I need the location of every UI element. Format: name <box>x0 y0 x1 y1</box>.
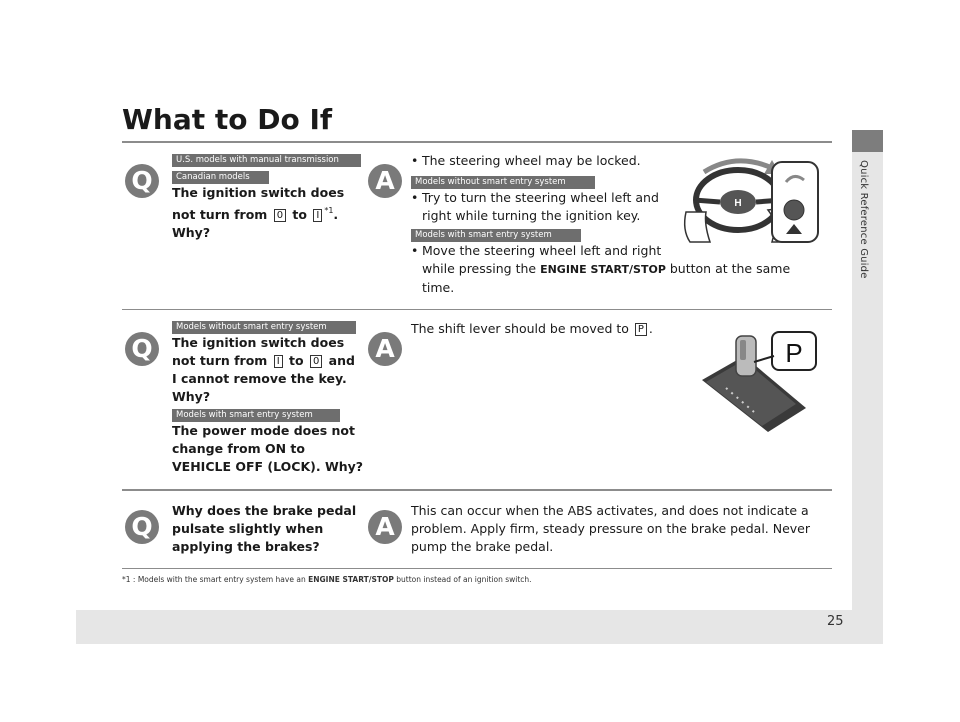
question-icon: Q <box>125 332 159 366</box>
tag-us-manual: U.S. models with manual transmission <box>172 154 361 167</box>
answer-icon: A <box>368 510 402 544</box>
steering-wheel-illustration <box>676 152 822 244</box>
key-P: P <box>635 323 647 336</box>
question-2b-line-2: change from ON to <box>172 441 305 456</box>
answer-icon: A <box>368 164 402 198</box>
footnote-text-post: button instead of an ignition switch. <box>396 575 532 584</box>
question-2b-line-3: VEHICLE OFF (LOCK). Why? <box>172 459 364 474</box>
key-I: I <box>274 355 283 368</box>
answer-icon: A <box>368 332 402 366</box>
engine-start-stop-label: ENGINE START/STOP <box>540 263 666 276</box>
question-3-line-2: pulsate slightly when <box>172 521 324 536</box>
answer-3-line-2: problem. Apply firm, steady pressure on the brake pedal. Never <box>411 521 811 536</box>
question-3-line-3: applying the brakes? <box>172 539 320 554</box>
p-callout-label: P <box>785 338 803 368</box>
answer-2-text: The shift lever should be moved to <box>411 321 629 336</box>
question-icon: Q <box>125 510 159 544</box>
q2a-text-post: and <box>328 353 355 368</box>
page-number: 25 <box>827 614 844 629</box>
shift-button <box>740 340 746 360</box>
tag-with-smart-entry: Models with smart entry system <box>172 409 340 422</box>
answer-3-line-1: This can occur when the ABS activates, and does not indicate a <box>411 503 809 518</box>
question-2a <box>172 334 355 406</box>
question-3 <box>172 502 356 556</box>
side-tab-marker <box>852 130 883 152</box>
question-2a-line-2 <box>172 352 355 370</box>
answer-1-bullet-3-line-2 <box>422 260 790 279</box>
question-1 <box>172 184 344 242</box>
q2a-text-mid: to <box>289 353 304 368</box>
shift-lever-illustration <box>696 326 820 434</box>
answer-1-bullet-2-line-2: right while turning the ignition key. <box>422 208 641 223</box>
q2a-text-pre: not turn from <box>172 353 268 368</box>
footnote-text-pre: Models with the smart entry system have an <box>137 575 306 584</box>
page-bottom-band <box>76 610 883 644</box>
key-0: 0 <box>310 355 322 368</box>
key-0: 0 <box>274 209 286 222</box>
footnote-bold: ENGINE START/STOP <box>308 575 394 584</box>
bullet: • <box>411 153 419 168</box>
question-1-line-1: The ignition switch does <box>172 185 345 200</box>
answer-1-text-pre: while pressing the <box>422 261 537 276</box>
footnote-ref: *1 <box>324 206 334 215</box>
question-1-line-2 <box>172 202 344 224</box>
answer-1-bullet-1: The steering wheel may be locked. <box>422 153 641 168</box>
footnote-mark: *1 : <box>122 575 136 584</box>
side-label <box>853 160 883 280</box>
title-rule <box>122 141 832 143</box>
bullet: • <box>411 243 419 258</box>
answer-1-bullet-3 <box>422 242 790 297</box>
q1-text-pre: not turn from <box>172 207 268 222</box>
section-rule <box>122 489 832 491</box>
question-2b <box>172 422 363 476</box>
answer-1-bullet-2-line-1: Try to turn the steering wheel left and <box>422 190 659 205</box>
question-1-line-3: Why? <box>172 225 211 240</box>
question-2a-line-1: The ignition switch does <box>172 335 345 350</box>
q1-text-post: . <box>333 207 339 222</box>
key-I: I <box>313 209 322 222</box>
answer-3 <box>411 502 810 556</box>
answer-2 <box>411 320 653 338</box>
footnote <box>122 575 532 584</box>
svg-text:H: H <box>734 198 742 209</box>
question-3-line-1: Why does the brake pedal <box>172 503 357 518</box>
tag-without-smart-entry: Models without smart entry system <box>172 321 356 334</box>
answer-1-bullet-3-line-1: Move the steering wheel left and right <box>422 243 662 258</box>
question-icon: Q <box>125 164 159 198</box>
section-rule <box>122 568 832 569</box>
side-label-text: Quick Reference Guide <box>858 160 869 279</box>
left-hand <box>685 212 710 242</box>
engine-start-button <box>784 200 804 220</box>
answer-1-text-post: button at the same <box>669 261 791 276</box>
answer-1-bullet-2 <box>422 189 659 225</box>
question-2b-line-1: The power mode does not <box>172 423 355 438</box>
page-title: What to Do If <box>122 103 333 136</box>
question-2a-line-3: I cannot remove the key. <box>172 371 347 386</box>
tag-with-smart-entry: Models with smart entry system <box>411 229 581 242</box>
answer-2-period: . <box>648 321 653 336</box>
tag-canadian: Canadian models <box>172 171 269 184</box>
bullet: • <box>411 190 419 205</box>
q1-text-mid: to <box>292 207 307 222</box>
section-rule <box>122 309 832 310</box>
answer-1-bullet-3-line-3: time. <box>422 280 455 295</box>
question-2a-line-4: Why? <box>172 389 211 404</box>
answer-3-line-3: pump the brake pedal. <box>411 539 554 554</box>
tag-without-smart-entry: Models without smart entry system <box>411 176 595 189</box>
